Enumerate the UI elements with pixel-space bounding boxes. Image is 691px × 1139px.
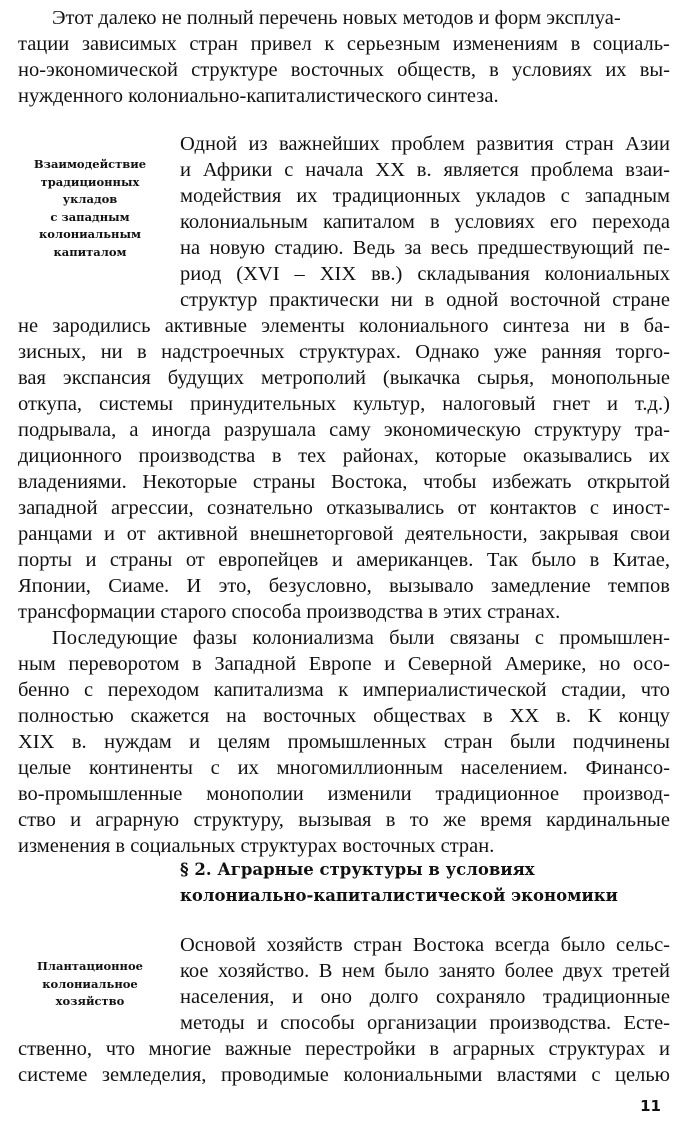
text-line: ство и аграрную структуру, вызывая в то же время кардинальные bbox=[18, 809, 670, 831]
text-line: Этот далеко не полный перечень новых методов и форм эксплуа- bbox=[52, 7, 621, 29]
margin-note bbox=[10, 958, 170, 1011]
margin-note-line: укладов bbox=[62, 192, 118, 206]
text-line: Основой хозяйств стран Востока всегда было сельс- bbox=[180, 934, 670, 956]
text-line: кое хозяйство. В нем было занято более двух третей bbox=[180, 960, 670, 982]
text-line: и Африки с начала XX в. является проблема взаи- bbox=[180, 159, 670, 181]
text-line: подрывала, а иногда разрушала саму экономическую структуру тра- bbox=[18, 419, 670, 441]
text-line: модействия их традиционных укладов с западным bbox=[180, 185, 670, 207]
margin-note-line: хозяйство bbox=[55, 994, 125, 1008]
text-line: тации зависимых стран привел к серьезным изменениям в социаль- bbox=[18, 33, 670, 55]
margin-note-line: колониальным bbox=[38, 227, 141, 241]
text-line: методы и способы организации производства. Есте- bbox=[180, 1012, 670, 1034]
page-number: 11 bbox=[640, 1097, 661, 1115]
text-line: Последующие фазы колониализма были связаны с промышлен- bbox=[52, 627, 670, 649]
margin-note-line: колониальное bbox=[42, 976, 138, 991]
text-line: полностью скажется на восточных обществах в XX в. К концу bbox=[18, 705, 670, 727]
text-line: Одной из важнейших проблем развития стран Азии bbox=[180, 133, 670, 155]
margin-note-line: традиционных bbox=[40, 174, 140, 189]
text-line: ным переворотом в Западной Европе и Северной Америке, но осо- bbox=[18, 653, 670, 675]
section-heading: § 2. Аграрные структуры в условиях bbox=[180, 860, 535, 879]
text-line: во-промышленные монополии изменили традиционное производ- bbox=[18, 783, 670, 805]
text-line: но-экономической структуре восточных обществ, в условиях их вы- bbox=[18, 59, 670, 81]
margin-note-line: Плантационное bbox=[37, 959, 143, 973]
text-line: на новую стадию. Ведь за весь предшествующий пе- bbox=[180, 237, 670, 259]
margin-note-line: капиталом bbox=[53, 244, 127, 259]
text-line: порты и страны от европейцев и американцев. Так было в Китае, bbox=[18, 549, 670, 571]
margin-note-line: Взаимодействие bbox=[33, 157, 147, 171]
text-line: XIX в. нуждам и целям промышленных стран были подчинены bbox=[18, 731, 670, 753]
text-line: Японии, Сиаме. И это, безусловно, вызывало замедление темпов bbox=[18, 575, 670, 597]
text-line: западной агрессии, сознательно отказывались от контактов с иност- bbox=[18, 497, 670, 519]
text-line: системе земледелия, проводимые колониальными властями с целью bbox=[18, 1064, 670, 1086]
text-line: изменения в социальных структурах восточных стран. bbox=[18, 835, 495, 857]
text-line: целые континенты с их многомиллионным населением. Финансо- bbox=[18, 757, 670, 779]
text-line: не зародились активные элементы колониального синтеза ни в ба- bbox=[18, 315, 670, 337]
text-line: откупа, системы принудительных культур, налоговый гнет и т.д.) bbox=[18, 393, 670, 415]
text-line: зисных, ни в надстроечных структурах. Однако уже ранняя торго- bbox=[18, 341, 670, 363]
text-line: ранцами и от активной внешнеторговой деятельности, закрывая свои bbox=[18, 523, 670, 545]
text-line: населения, и оно долго сохраняло традиционные bbox=[180, 986, 670, 1008]
text-line: трансформации старого способа производства в этих странах. bbox=[18, 601, 561, 623]
section-heading: колониально-капиталистической экономики bbox=[180, 886, 618, 905]
text-line: ственно, что многие важные перестройки в аграрных структурах и bbox=[18, 1038, 670, 1060]
text-line: диционного производства в тех районах, которые оказывались их bbox=[18, 445, 670, 467]
text-line: бенно с переходом капитализма к империалистической стадии, что bbox=[18, 679, 670, 701]
text-line: нужденного колониально-капиталистического синтеза. bbox=[18, 85, 499, 107]
text-line: владениями. Некоторые страны Востока, чтобы избежать открытой bbox=[18, 471, 670, 493]
text-line: структур практически ни в одной восточной стране bbox=[180, 289, 670, 311]
text-line: колониальным капиталом в условиях его перехода bbox=[180, 211, 670, 233]
text-line: риод (XVI – XIX вв.) складывания колониальных bbox=[180, 263, 670, 285]
margin-note-line: с западным bbox=[50, 209, 130, 224]
text-line: вая экспансия будущих метрополий (выкачка сырья, монопольные bbox=[18, 367, 670, 389]
margin-note bbox=[10, 156, 170, 261]
